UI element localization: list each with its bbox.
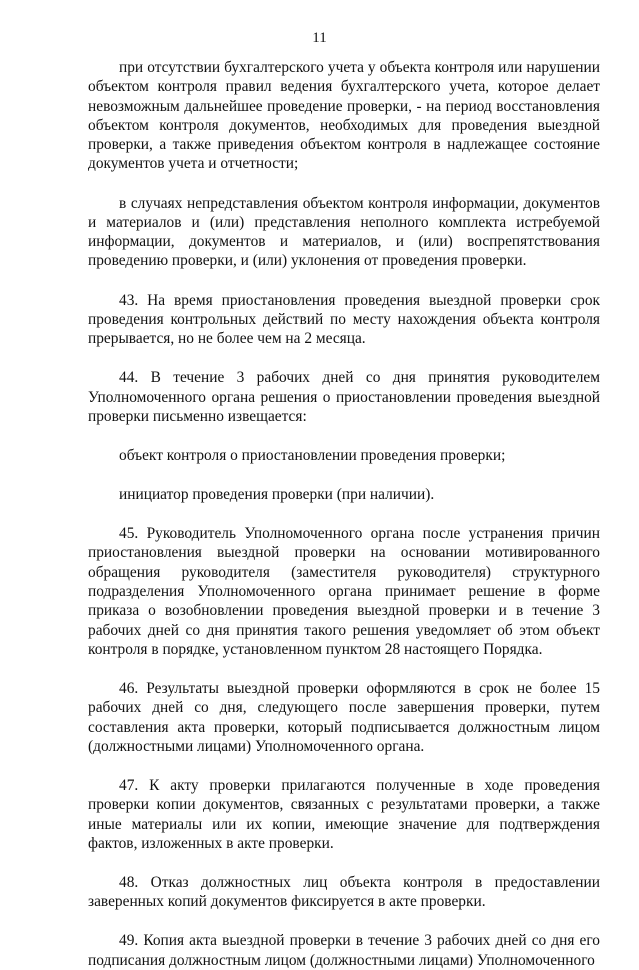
paragraph-notify-initiator: инициатор проведения проверки (при наличии). [119,486,435,504]
page-number: 11 [312,30,327,46]
paragraph-43: 43. На время приостановления проведения выездной проверки срок проведения контрольных действий по месту нахождения объекта контроля прерывается, но не более чем на 2 месяца. [88,291,600,348]
document-body [88,58,600,970]
paragraph-44: 44. В течение 3 рабочих дней со дня принятия руководителем Уполномоченного органа решения о приостановлении проведения выездной проверки письменно извещается: [88,369,600,425]
paragraph-45: 45. Руководитель Уполномоченного органа после устранения причин приостановления выездной проверки на основании мотивированного обращения руководителя (заместителя руководителя) структурного подразделения Уполномоченного органа принимает решение в форме приказа о возобновлении проведения выездной проверки и в течение 3 рабочих дней со дня принятия такого решения уведомляет об этом объект контроля в порядке, установленном пунктом 28 настоящего Порядка. [88,525,600,658]
paragraph-48: 48. Отказ должностных лиц объекта контроля в предоставлении заверенных копий документов фиксируется в акте проверки. [88,873,600,911]
paragraph-no-accounting: при отсутствии бухгалтерского учета у объекта контроля или нарушении объектом контроля правил ведения бухгалтерского учета, которое делает невозможным дальнейшее проведение проверки, - на период восстановления объектом контроля документов, необходимых для проведения выездной проверки, а также приведения объектом контроля в надлежащее состояние документов учета и отчетности; [88,59,600,173]
paragraph-notify-object: объект контроля о приостановлении проведения проверки; [119,446,506,464]
paragraph-non-submission: в случаях непредставления объектом контроля информации, документов и материалов и (или) представления неполного комплекта истребуемой информации, документов и материалов, и (или) воспрепятствования проведению проверки, и (или) уклонения от проведения проверки. [88,194,600,270]
paragraph-46: 46. Результаты выездной проверки оформляются в срок не более 15 рабочих дней со дня, следующего после завершения проверки, путем составления акта проверки, который подписывается должностным лицом (должностными лицами) Уполномоченного органа. [88,680,600,755]
paragraph-47: 47. К акту проверки прилагаются полученные в ходе проведения проверки копии документов, связанных с результатами проверки, а также иные материалы или их копии, имеющие значение для подтверждения фактов, изложенных в акте проверки. [88,776,600,852]
paragraph-49: 49. Копия акта выездной проверки в течение 3 рабочих дней со дня его подписания должностным лицом (должностными лицами) Уполномоченного [88,932,600,969]
